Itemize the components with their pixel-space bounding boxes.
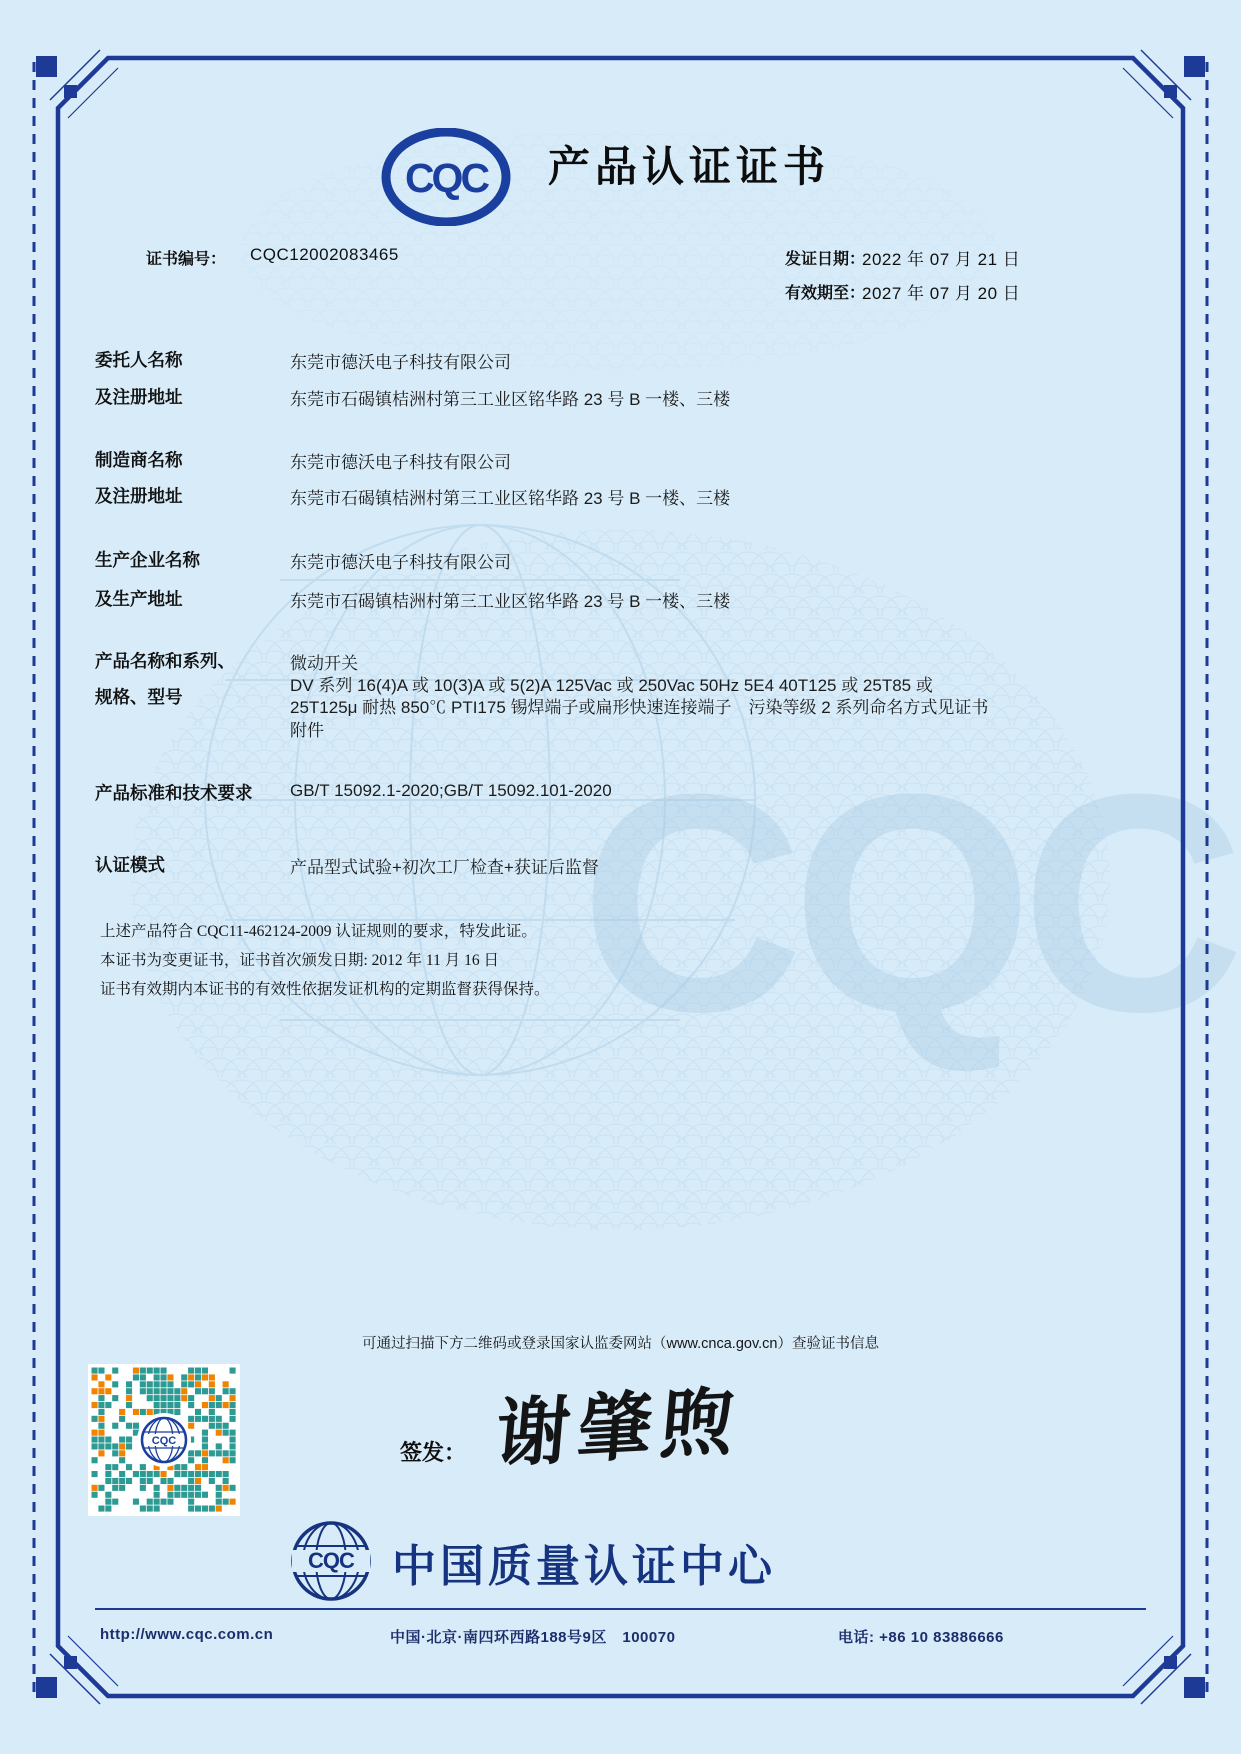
cqc-watermark-text: CQC [580,729,1233,1076]
footer-divider [95,1608,1146,1610]
product-value-line3: 25T125μ 耐热 850℃ PTI175 锡焊端子或扁形快速连接端子 污染等级 2 系列命名方式见证书 [290,698,989,717]
issue-date-label: 发证日期： [785,251,866,268]
footer-website: http://www.cqc.com.cn [100,1626,274,1643]
product-name-label-line1: 产品名称和系列、 [95,651,235,671]
footer-address: 中国·北京·南四环西路188号9区 100070 [390,1629,676,1646]
manufacturer-address-value: 东莞市石碣镇桔洲村第三工业区铭华路 23 号 B 一楼、三楼 [290,489,731,508]
standard-value: GB/T 15092.1-2020;GB/T 15092.101-2020 [290,781,612,800]
certification-mode-label: 认证模式 [95,855,165,875]
manufacturer-name-value: 东莞市德沃电子科技有限公司 [290,453,511,472]
factory-address-value: 东莞市石碣镇桔洲村第三工业区铭华路 23 号 B 一楼、三楼 [290,592,731,611]
svg-text:CQC: CQC [151,1435,177,1447]
product-name-label-line2: 规格、型号 [95,687,183,707]
product-value-line1: 微动开关 [290,654,358,673]
statement-validity: 证书有效期内本证书的有效性依据发证机构的定期监督获得保持。 [100,981,550,998]
certificate-number-value: CQC12002083465 [250,245,399,264]
certificate-number-label: 证书编号： [146,251,227,268]
manufacturer-name-label: 制造商名称 [95,450,183,470]
statement-first-issue: 本证书为变更证书，证书首次颁发日期: 2012 年 11 月 16 日 [100,952,499,969]
footer-phone: 电话: +86 10 83886666 [838,1629,1004,1646]
factory-name-value: 东莞市德沃电子科技有限公司 [290,553,511,572]
organization-name: 中国质量认证中心 [392,1542,776,1591]
applicant-address-value: 东莞市石碣镇桔洲村第三工业区铭华路 23 号 B 一楼、三楼 [290,390,731,409]
certification-mode-value: 产品型式试验+初次工厂检查+获证后监督 [290,858,599,877]
verify-note: 可通过扫描下方二维码或登录国家认监委网站（www.cnca.gov.cn）查验证书信息 [362,1336,879,1352]
signature: 谢肇煦 [492,1378,746,1478]
cqc-oval-logo-text: CQC [404,155,488,201]
statement-compliance: 上述产品符合 CQC11-462124-2009 认证规则的要求，特发此证。 [100,923,537,940]
cqc-globe-logo-text: CQC [308,1548,354,1573]
certificate-title: 产品认证证书 [548,143,831,190]
cqc-globe-logo-icon [286,1516,376,1606]
cqc-oval-logo-icon [380,128,512,226]
signed-by-label: 签发： [400,1440,467,1465]
applicant-address-label: 及注册地址 [95,387,183,407]
factory-address-label: 及生产地址 [95,589,183,609]
manufacturer-address-label: 及注册地址 [95,486,183,506]
valid-until-value: 2027 年 07 月 20 日 [862,284,1021,303]
standard-label: 产品标准和技术要求 [95,783,253,803]
product-value-line4: 附件 [290,721,324,740]
product-value-line2: DV 系列 16(4)A 或 10(3)A 或 5(2)A 125Vac 或 250Vac 50Hz 5E4 40T125 或 25T85 或 [290,676,933,695]
factory-name-label: 生产企业名称 [95,550,200,570]
qr-code [88,1364,240,1516]
valid-until-label: 有效期至： [785,285,866,302]
applicant-name-value: 东莞市德沃电子科技有限公司 [290,353,511,372]
applicant-name-label: 委托人名称 [95,350,183,370]
issue-date-value: 2022 年 07 月 21 日 [862,250,1021,269]
